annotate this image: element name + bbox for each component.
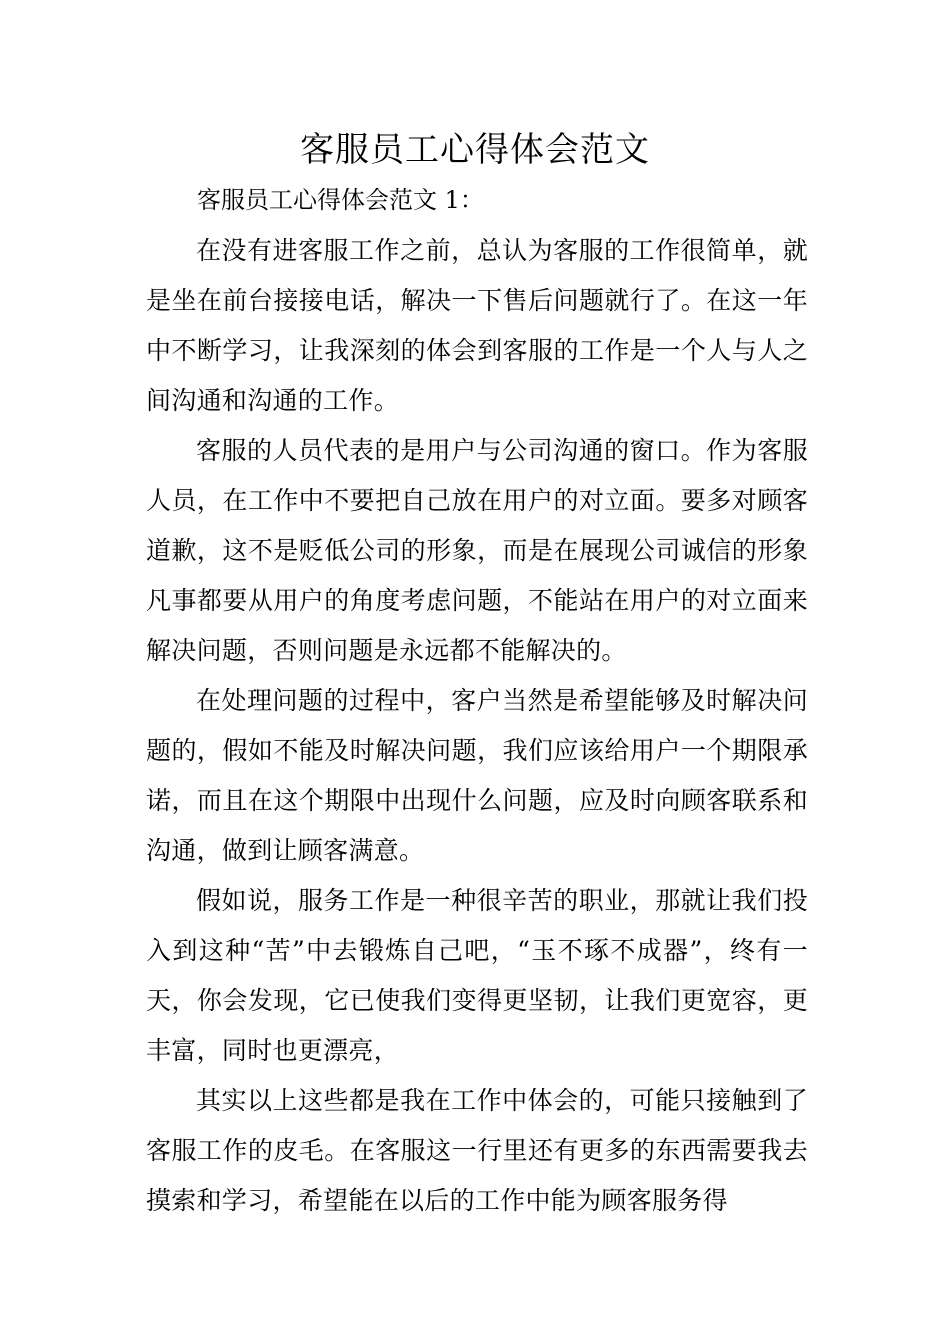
document-body bbox=[146, 226, 808, 1226]
document-subtitle: 客服员工心得体会范文 1： bbox=[197, 186, 484, 214]
paragraph-3: 在处理问题的过程中，客户当然是希望能够及时解决问题的，假如不能及时解决问题，我们应该给用户一个期限承诺，而且在这个期限中出现什么问题，应及时向顾客联系和沟通，做到让顾客满意。 bbox=[146, 686, 808, 865]
document-title: 客服员工心得体会范文 bbox=[300, 130, 650, 170]
paragraph-4: 假如说，服务工作是一种很辛苦的职业，那就让我们投入到这种“苦”中去锻炼自己吧，“玉不琢不成器”，终有一天，你会发现，它已使我们变得更坚韧，让我们更宽容，更丰富，同时也更漂亮， bbox=[146, 886, 808, 1065]
paragraph-2: 客服的人员代表的是用户与公司沟通的窗口。作为客服人员，在工作中不要把自己放在用户的对立面。要多对顾客道歉，这不是贬低公司的形象，而是在展现公司诚信的形象凡事都要从用户的角度考虑问题，不能站在用户的对立面来解决问题，否则问题是永远都不能解决的。 bbox=[146, 436, 808, 665]
paragraph-1: 在没有进客服工作之前，总认为客服的工作很简单，就是坐在前台接接电话，解决一下售后问题就行了。在这一年中不断学习，让我深刻的体会到客服的工作是一个人与人之间沟通和沟通的工作。 bbox=[146, 236, 808, 415]
paragraph-5: 其实以上这些都是我在工作中体会的，可能只接触到了客服工作的皮毛。在客服这一行里还有更多的东西需要我去摸索和学习，希望能在以后的工作中能为顾客服务得 bbox=[146, 1086, 808, 1215]
